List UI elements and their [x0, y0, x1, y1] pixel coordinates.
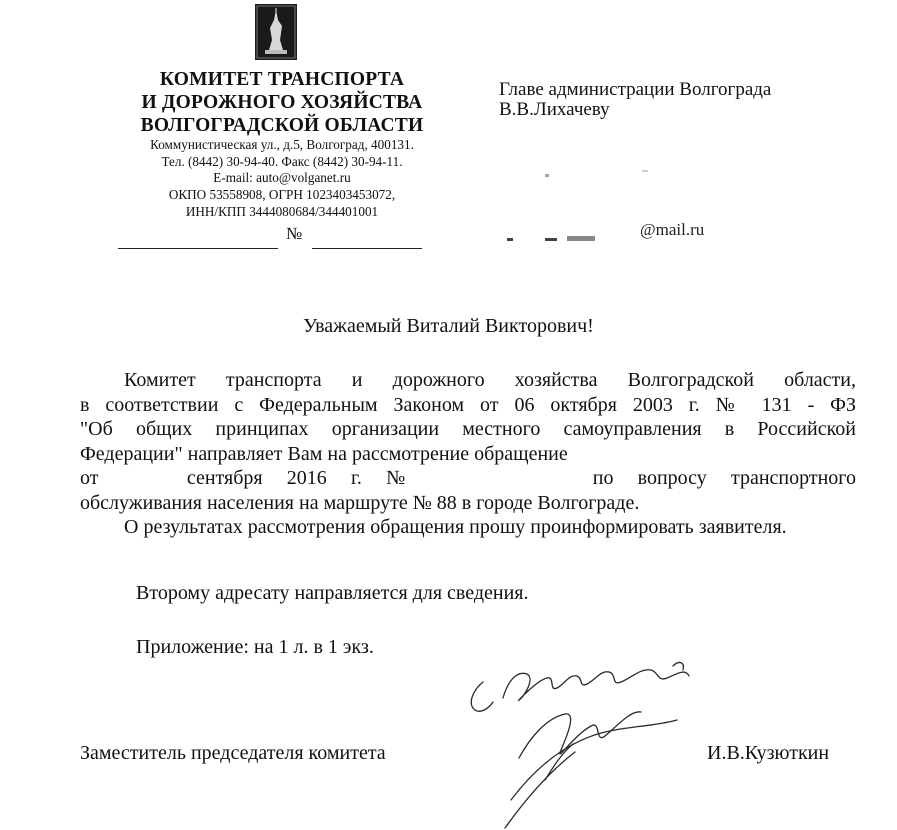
body-line-5-rest: по вопросу транспортного [592, 467, 856, 489]
handwritten-signature [445, 640, 705, 830]
org-name-line1: КОМИТЕТ ТРАНСПОРТА [159, 69, 405, 90]
addressee-block [499, 80, 771, 120]
org-inn: ИНН/КПП 3444080684/344401001 [185, 203, 379, 219]
body-line-1: Комитет транспорта и дорожного хозяйства Волгоградской области, [124, 369, 856, 391]
org-name-line2: И ДОРОЖНОГО ХОЗЯЙСТВА [141, 92, 423, 113]
org-phone: Тел. (8442) 30-94-40. Факс (8442) 30-94-11. [161, 153, 403, 169]
emblem-icon [255, 4, 297, 60]
body-line-2: в соответствии с Федеральным Законом от 06 октября 2003 г. № 131 - ФЗ [80, 393, 856, 416]
letter-body [80, 368, 856, 540]
registration-number-field [312, 226, 422, 249]
body-line-4-text: Федерации" направляет Вам на рассмотрение обращение [80, 442, 568, 465]
org-address: Коммунистическая ул., д.5, Волгоград, 400131. [150, 137, 414, 152]
registration-date-field [118, 226, 278, 249]
redacted-address [500, 166, 650, 188]
addressee-line2: В.В.Лихачеву [499, 98, 610, 120]
signatory-position: Заместитель председателя комитета [80, 742, 386, 764]
body-line-6: обслуживания населения на маршруте № 88 в городе Волгограде. [80, 491, 640, 514]
signatory-name: И.В.Кузюткин [707, 742, 830, 764]
body-line-5-month: сентября 2016 г. № [186, 467, 425, 489]
org-okpo: ОКПО 53558908, ОГРН 1023403453072, [168, 186, 396, 202]
second-addressee-note: Второму адресату направляется для сведения. [136, 582, 529, 604]
body-line-4 [80, 442, 856, 467]
addressee-email-tail: @mail.ru [640, 220, 705, 239]
body-line-3: "Об общих принципах организации местного самоуправления в Российской [80, 418, 856, 440]
body-line-5 [80, 466, 856, 491]
attachment-note: Приложение: на 1 л. в 1 экз. [136, 636, 374, 658]
redacted-email [505, 224, 635, 244]
body-line-5-from: от [80, 467, 99, 489]
redacted-appeal-number [449, 466, 569, 491]
redacted-applicant [573, 442, 733, 467]
redacted-day [123, 466, 163, 491]
organization-header [112, 68, 452, 220]
body-paragraph-2: О результатах рассмотрения обращения прошу проинформировать заявителя. [124, 516, 787, 538]
org-name-line3: ВОЛГОГРАДСКОЙ ОБЛАСТИ [140, 115, 424, 136]
greeting: Уважаемый Виталий Викторович! [303, 315, 594, 337]
org-email: E-mail: auto@volganet.ru [213, 170, 351, 186]
addressee-line1: Главе администрации Волгограда [499, 79, 772, 100]
registration-number-sign: № [286, 224, 303, 243]
